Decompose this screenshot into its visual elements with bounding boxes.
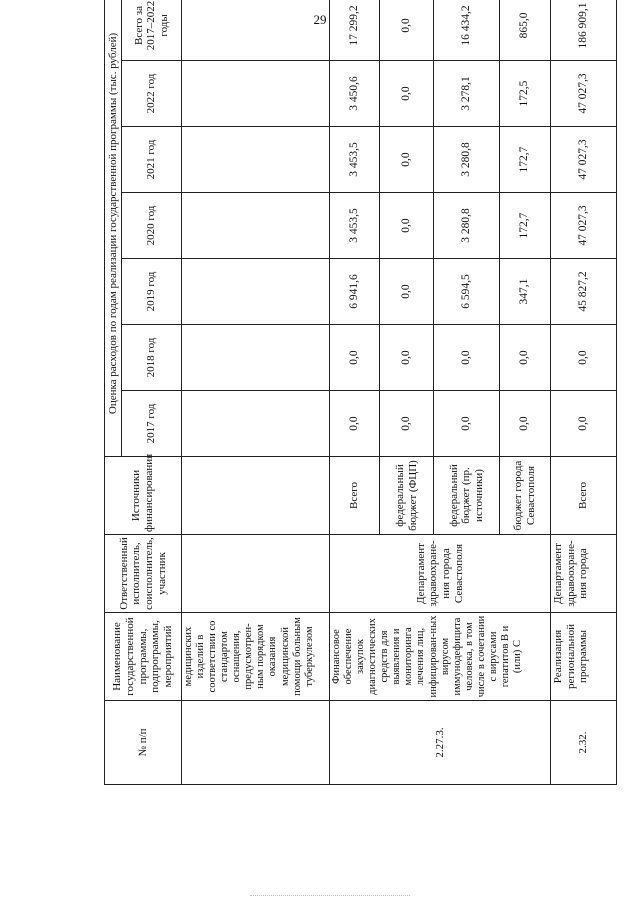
table-row	[330, 0, 380, 785]
value-cell: 0,0	[380, 0, 434, 61]
value-cell: 0,0	[380, 259, 434, 325]
item-name: Реализация региональной программы	[551, 613, 617, 701]
value-cell: 0,0	[434, 391, 500, 457]
value-cell: 45 827,2	[551, 259, 617, 325]
value-cell: 6 941,6	[330, 259, 380, 325]
value-cell: 0,0	[380, 193, 434, 259]
page-number: 29	[313, 12, 327, 27]
cell-empty	[182, 127, 330, 193]
header-year-2019: 2019 год	[122, 259, 182, 325]
value-cell: 865,0	[500, 0, 551, 61]
header-year-2017: 2017 год	[122, 391, 182, 457]
table-rotator	[104, 0, 616, 785]
scan-artifact	[250, 895, 410, 899]
value-cell: 3 280,8	[434, 127, 500, 193]
table-viewport	[104, 0, 616, 785]
header-name: Наименование государственной программы, подпрограммы, мероприятий	[105, 613, 182, 701]
item-num: 2.27.3.	[330, 701, 551, 785]
value-cell: 186 909,1	[551, 0, 617, 61]
cell-empty	[182, 193, 330, 259]
source-label: федеральный бюджет (ФЦП)	[380, 457, 434, 535]
source-label: Всего	[551, 457, 617, 535]
value-cell: 347,1	[500, 259, 551, 325]
value-cell: 172,7	[500, 127, 551, 193]
header-total: Всего за 2017–2022 годы	[122, 0, 182, 61]
cell-empty	[182, 61, 330, 127]
item-executor: Департамент здравоохране-ния города Севастополя	[330, 535, 551, 613]
value-cell: 0,0	[500, 325, 551, 391]
header-executor: Ответственный исполнитель, соисполнитель, участник	[105, 535, 182, 613]
cell-empty	[182, 0, 330, 61]
value-cell: 3 280,8	[434, 193, 500, 259]
value-cell: 0,0	[551, 325, 617, 391]
value-cell: 3 453,5	[330, 193, 380, 259]
header-year-2018: 2018 год	[122, 325, 182, 391]
value-cell: 47 027,3	[551, 193, 617, 259]
header-sources: Источники финансирования	[105, 457, 182, 535]
financing-table	[104, 0, 617, 785]
cell-empty	[182, 325, 330, 391]
header-year-2022: 2022 год	[122, 61, 182, 127]
continued-name: медицинских изделий в соответствии со стандартом оснащения, предусмотрен-ным порядком оказания медицинской помощи больным туберкулезом	[182, 613, 330, 701]
cell-empty	[182, 535, 330, 613]
value-cell: 3 278,1	[434, 61, 500, 127]
value-cell: 172,5	[500, 61, 551, 127]
value-cell: 16 434,2	[434, 0, 500, 61]
cell-empty	[182, 391, 330, 457]
source-label: бюджет города Севастополя	[500, 457, 551, 535]
value-cell: 0,0	[380, 61, 434, 127]
table-row	[551, 0, 617, 785]
cell-num-empty	[182, 701, 330, 785]
item-executor: Департамент здравоохране-ния города	[551, 535, 617, 613]
table-row	[182, 0, 330, 785]
value-cell: 0,0	[380, 127, 434, 193]
value-cell: 0,0	[380, 325, 434, 391]
cell-empty	[182, 259, 330, 325]
value-cell: 0,0	[551, 391, 617, 457]
item-name: Финансовое обеспечение закупок диагностических средств для выявления и мониторинга лечения лиц, инфицирован-ных вирусом иммунодефицита человека, в том числе в сочетании с вирусами гепатитов В и (или) С	[330, 613, 551, 701]
value-cell: 6 594,5	[434, 259, 500, 325]
value-cell: 17 299,2	[330, 0, 380, 61]
value-cell: 47 027,3	[551, 127, 617, 193]
header-num: № п/п	[105, 701, 182, 785]
source-label: Всего	[330, 457, 380, 535]
header-year-2020: 2020 год	[122, 193, 182, 259]
value-cell: 0,0	[380, 391, 434, 457]
value-cell: 172,7	[500, 193, 551, 259]
item-num: 2.32.	[551, 701, 617, 785]
header-year-2021: 2021 год	[122, 127, 182, 193]
value-cell: 47 027,3	[551, 61, 617, 127]
source-label: федеральный бюджет (пр. источники)	[434, 457, 500, 535]
value-cell: 3 453,5	[330, 127, 380, 193]
header-group: Оценка расходов по годам реализации государственной программы (тыс. рублей)	[105, 0, 122, 457]
value-cell: 0,0	[500, 391, 551, 457]
value-cell: 0,0	[434, 325, 500, 391]
cell-empty	[182, 457, 330, 535]
value-cell: 0,0	[330, 325, 380, 391]
value-cell: 0,0	[330, 391, 380, 457]
value-cell: 3 450,6	[330, 61, 380, 127]
